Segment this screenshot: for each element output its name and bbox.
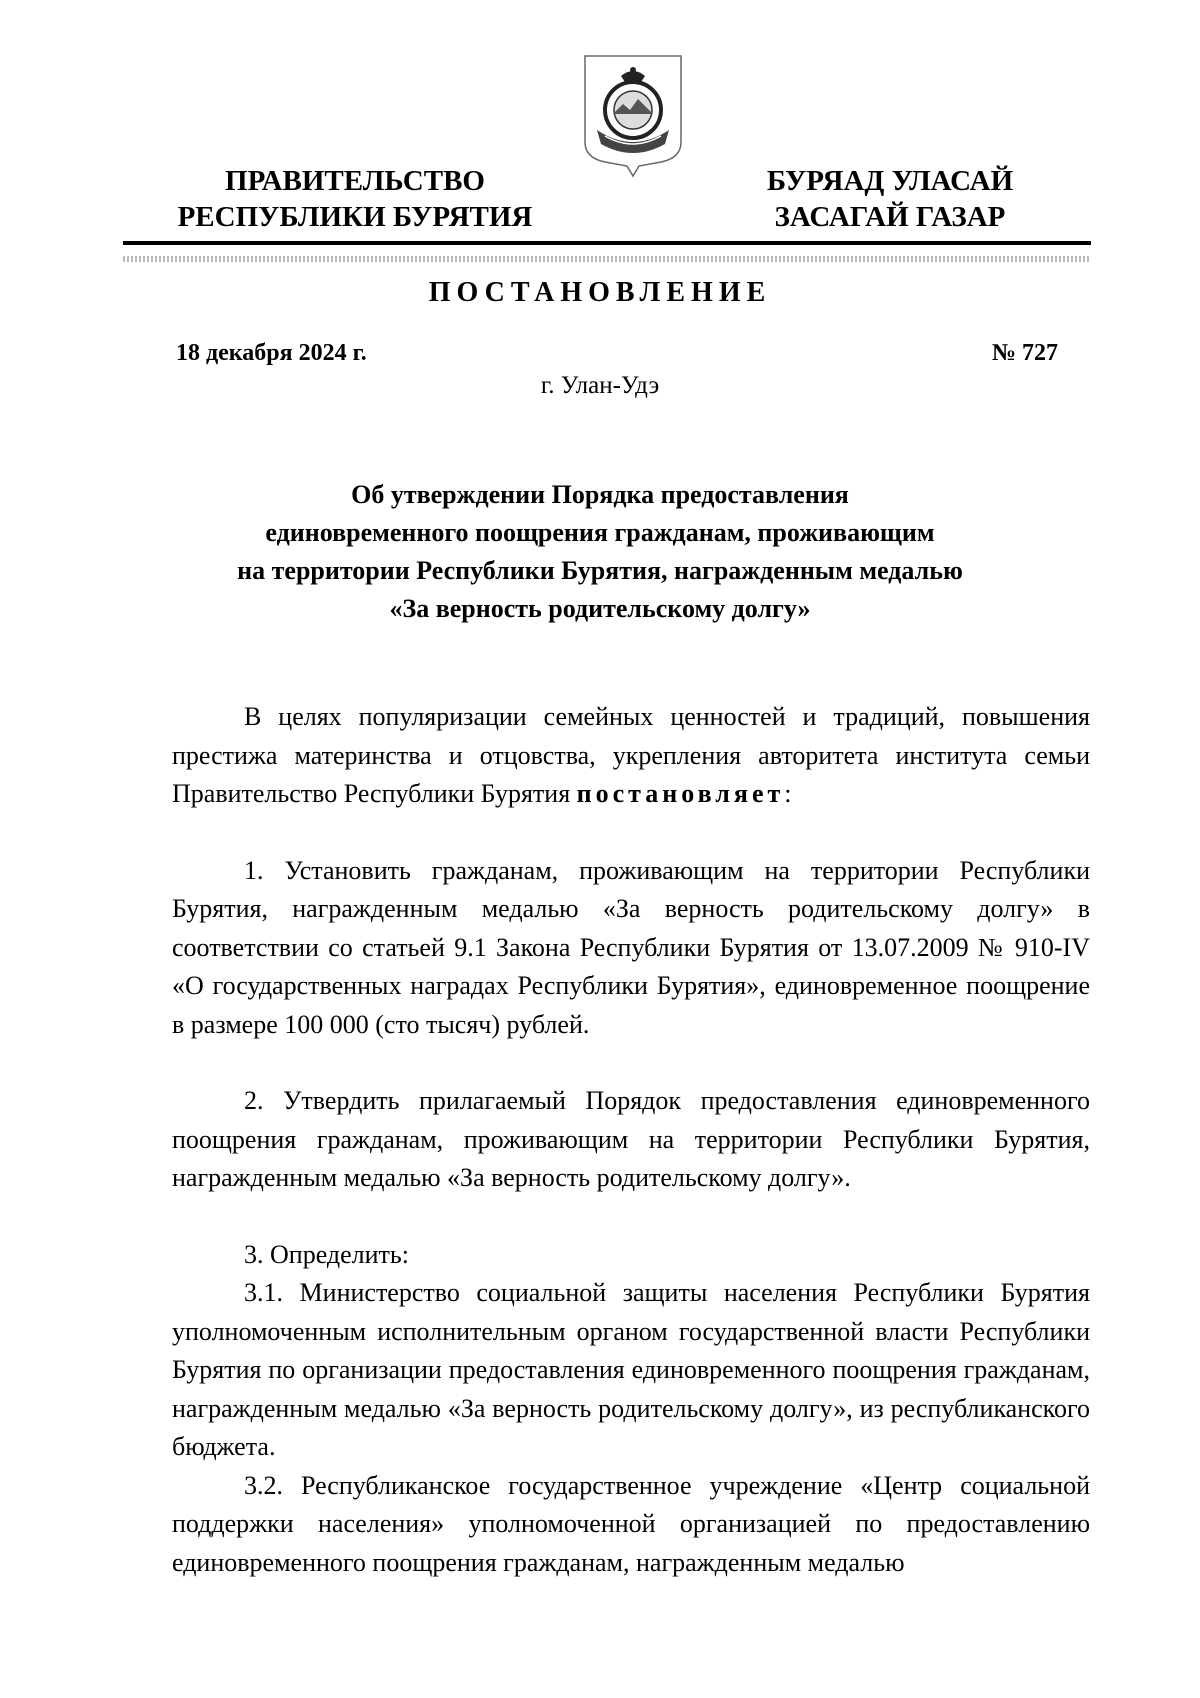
- document-title: [170, 476, 1030, 628]
- title-line: Об утверждении Порядка предоставления: [351, 480, 849, 509]
- document-body: [172, 698, 1090, 1582]
- preamble-paragraph: [172, 698, 1090, 814]
- clause-1: 1. Установить гражданам, проживающим на территории Республики Бурятия, награжденным медалью «За верность родительскому долгу» в соответствии со статьей 9.1 Закона Республики Бурятия от 13.07.2009 № 910-IV «О государственных наградах Республики Бурятия», единовременное поощрение в размере 100 000 (сто тысяч) рублей.: [172, 855, 1090, 1039]
- document-city: г. Улан-Удэ: [540, 372, 660, 399]
- header-divider-thin: [123, 256, 1091, 262]
- header-divider-thick: [123, 241, 1091, 245]
- preamble-text: В целях популяризации семейных ценностей и традиций, повышения престижа материнства и отцовства, укрепления авторитета института семьи Правительство Республики Бурятия: [172, 702, 1090, 808]
- government-name-russian: [165, 163, 545, 235]
- header-right-line-1: БУРЯАД УЛАСАЙ: [766, 165, 1014, 197]
- document-date: 18 декабря 2024 г.: [176, 340, 367, 366]
- title-line: единовременного поощрения гражданам, проживающим: [265, 518, 935, 547]
- clause-3-1: 3.1. Министерство социальной защиты населения Республики Бурятия уполномоченным исполнительным органом государственной власти Республики Бурятия по организации предоставления единовременного поощрения гражданам, награжденным медалью «За верность родительскому долгу», из республиканского бюджета.: [172, 1278, 1090, 1461]
- document-number: № 727: [991, 340, 1058, 366]
- clause-3: 3. Определить:: [244, 1239, 409, 1269]
- preamble-tail: :: [784, 779, 792, 808]
- header-left-line-2: РЕСПУБЛИКИ БУРЯТИЯ: [177, 201, 533, 233]
- header-left-line-1: ПРАВИТЕЛЬСТВО: [225, 165, 485, 197]
- title-line: «За верность родительскому долгу»: [389, 594, 811, 623]
- coat-of-arms-emblem: [583, 54, 683, 178]
- clause-3-2: 3.2. Республиканское государственное учреждение «Центр социальной поддержки населения» уполномоченной организацией по предоставлению единовременного поощрения гражданам, награжденным медалью: [172, 1470, 1090, 1577]
- government-name-buryat: [745, 163, 1035, 235]
- title-line: на территории Республики Бурятия, награжденным медалью: [237, 556, 963, 585]
- preamble-keyword: постановляет: [576, 779, 785, 808]
- header-right-line-2: ЗАСАГАЙ ГАЗАР: [774, 201, 1006, 233]
- clause-2: 2. Утвердить прилагаемый Порядок предоставления единовременного поощрения гражданам, проживающим на территории Республики Бурятия, награжденным медалью «За верность родительскому долгу».: [172, 1086, 1090, 1192]
- document-type-heading: ПОСТАНОВЛЕНИЕ: [428, 277, 772, 308]
